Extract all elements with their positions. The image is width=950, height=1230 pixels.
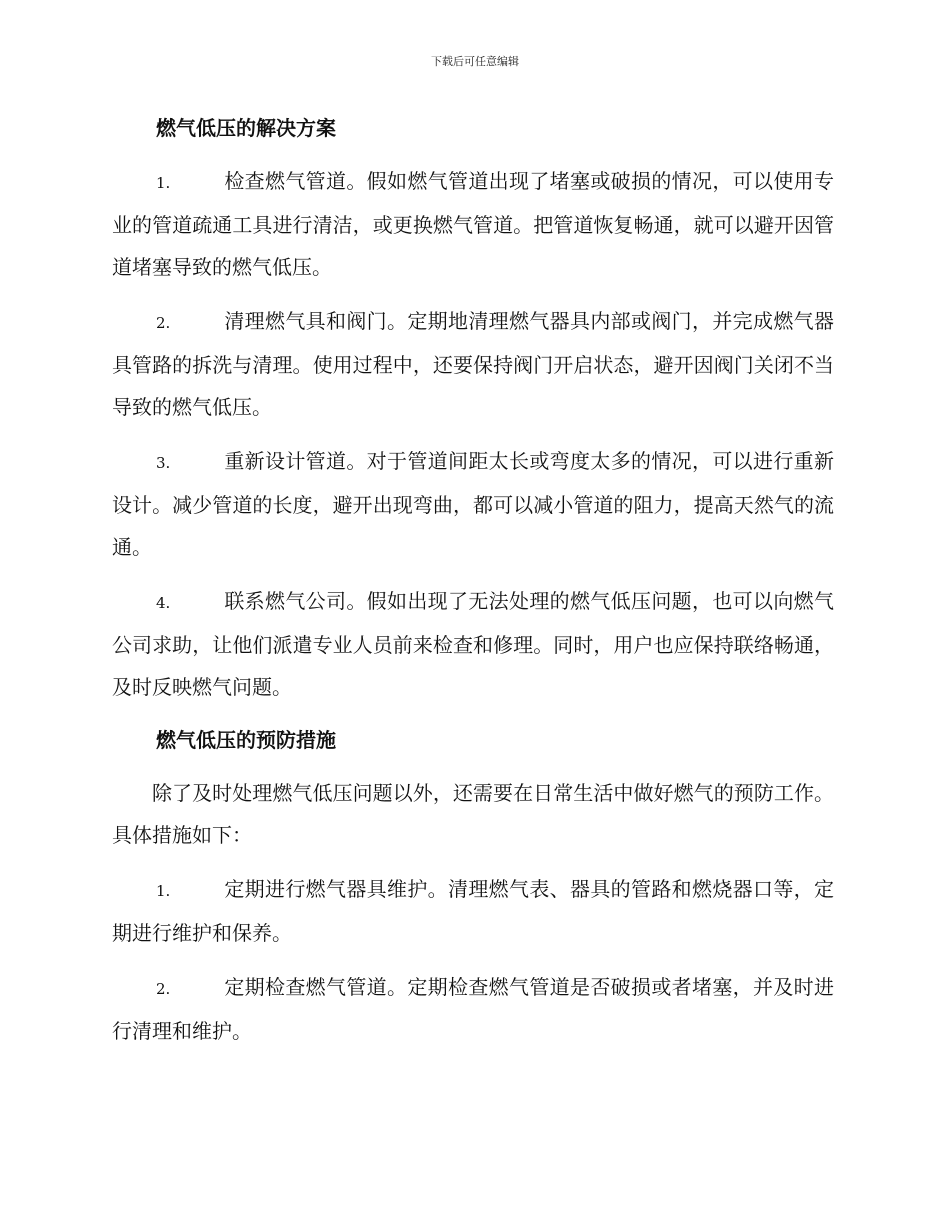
list-item-number: 1. bbox=[156, 882, 171, 900]
document-body bbox=[112, 108, 834, 1064]
list-item bbox=[112, 160, 834, 288]
list-item-text: 定期进行燃气器具维护。清理燃气表、器具的管路和燃烧器口等，定期进行维护和保养。 bbox=[112, 877, 834, 945]
list-item-number: 3. bbox=[156, 454, 171, 472]
list-item bbox=[112, 868, 834, 954]
list-item-text: 定期检查燃气管道。定期检查燃气管道是否破损或者堵塞，并及时进行清理和维护。 bbox=[112, 975, 834, 1043]
list-item-number: 2. bbox=[156, 314, 171, 332]
list-item bbox=[112, 966, 834, 1052]
list-item-number: 4. bbox=[156, 594, 171, 612]
list-item-text: 检查燃气管道。假如燃气管道出现了堵塞或破损的情况，可以使用专业的管道疏通工具进行清洁，或更换燃气管道。把管道恢复畅通，就可以避开因管道堵塞导致的燃气低压。 bbox=[112, 169, 834, 279]
list-item bbox=[112, 300, 834, 428]
list-item-number: 2. bbox=[156, 980, 171, 998]
list-item bbox=[112, 580, 834, 708]
list-item-text: 重新设计管道。对于管道间距太长或弯度太多的情况，可以进行重新设计。减少管道的长度，避开出现弯曲，都可以减小管道的阻力，提高天然气的流通。 bbox=[112, 449, 834, 559]
list-item-number: 1. bbox=[156, 174, 171, 192]
page-header-note: 下载后可任意编辑 bbox=[431, 55, 519, 68]
section-title-solutions: 燃气低压的解决方案 bbox=[156, 116, 336, 140]
list-item-text: 联系燃气公司。假如出现了无法处理的燃气低压问题，也可以向燃气公司求助，让他们派遣专业人员前来检查和修理。同时，用户也应保持联络畅通，及时反映燃气问题。 bbox=[112, 589, 834, 699]
list-item bbox=[112, 440, 834, 568]
intro-paragraph: 除了及时处理燃气低压问题以外，还需要在日常生活中做好燃气的预防工作。具体措施如下： bbox=[112, 781, 834, 847]
section-title-prevention: 燃气低压的预防措施 bbox=[156, 728, 336, 752]
list-item-text: 清理燃气具和阀门。定期地清理燃气器具内部或阀门，并完成燃气器具管路的拆洗与清理。使用过程中，还要保持阀门开启状态，避开因阀门关闭不当导致的燃气低压。 bbox=[112, 309, 834, 419]
